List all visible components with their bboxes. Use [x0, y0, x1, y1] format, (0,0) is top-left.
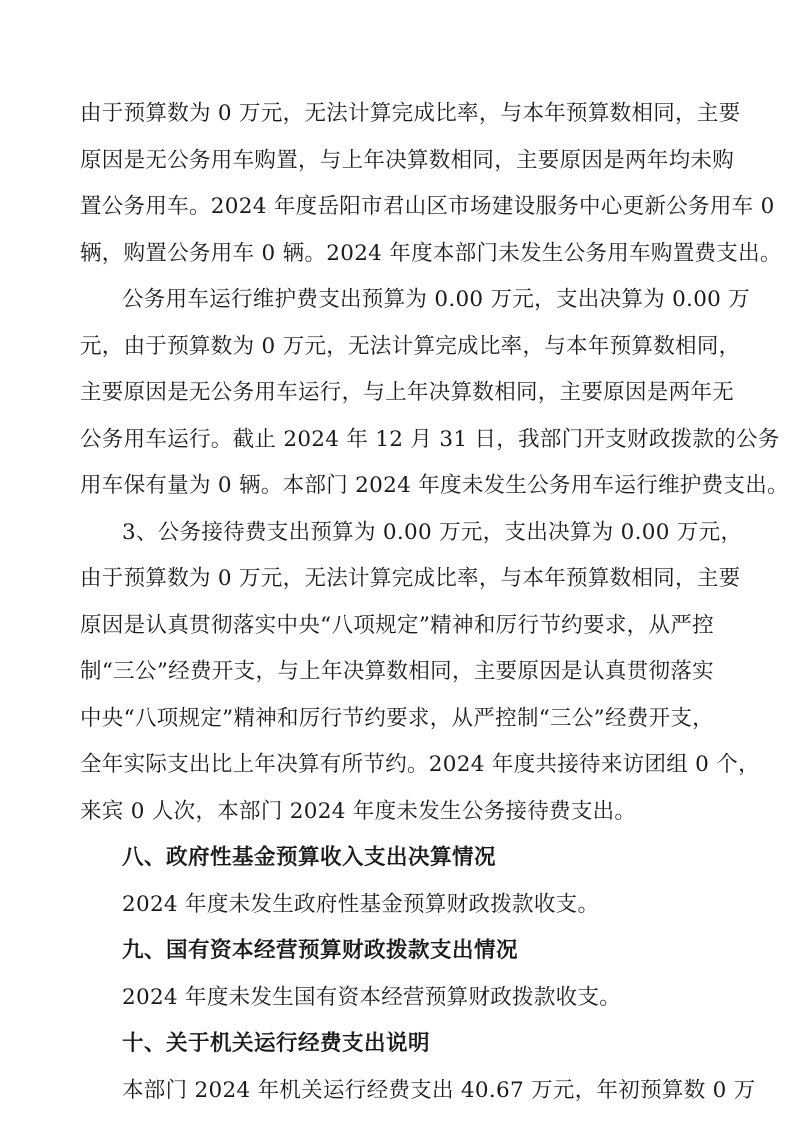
paragraph-line: 置公务用车。2024 年度岳阳市君山区市场建设服务中心更新公务用车 0	[80, 194, 775, 219]
section-heading: 八、政府性基金预算收入支出决算情况	[122, 845, 497, 870]
paragraph-line: 辆，购置公务用车 0 辆。2024 年度本部门未发生公务用车购置费支出。	[80, 241, 782, 266]
paragraph-line: 制“三公”经费开支，与上年决算数相同，主要原因是认真贯彻落实	[80, 659, 714, 684]
paragraph-line: 公务用车运行。截止 2024 年 12 月 31 日，我部门开支财政拨款的公务	[80, 427, 780, 452]
paragraph-line: 由于预算数为 0 万元，无法计算完成比率，与本年预算数相同，主要	[80, 101, 741, 126]
paragraph-line: 公务用车运行维护费支出预算为 0.00 万元，支出决算为 0.00 万	[122, 287, 751, 312]
paragraph-line: 本部门 2024 年机关运行经费支出 40.67 万元，年初预算数 0 万	[122, 1078, 756, 1103]
section-heading: 九、国有资本经营预算财政拨款支出情况	[122, 938, 519, 963]
paragraph-line: 2024 年度未发生国有资本经营预算财政拨款收支。	[122, 985, 622, 1010]
section-heading: 十、关于机关运行经费支出说明	[122, 1031, 431, 1056]
paragraph-line: 原因是无公务用车购置，与上年决算数相同，主要原因是两年均未购	[80, 148, 735, 173]
paragraph-line: 全年实际支出比上年决算有所节约。2024 年度共接待来访团组 0 个，	[80, 752, 760, 777]
paragraph-line: 3、公务接待费支出预算为 0.00 万元，支出决算为 0.00 万元，	[122, 520, 743, 545]
paragraph-line: 主要原因是无公务用车运行，与上年决算数相同，主要原因是两年无	[80, 380, 735, 405]
paragraph-line: 原因是认真贯彻落实中央“八项规定”精神和厉行节约要求，从严控	[80, 613, 714, 638]
paragraph-line: 2024 年度未发生政府性基金预算财政拨款收支。	[122, 892, 600, 917]
paragraph-line: 由于预算数为 0 万元，无法计算完成比率，与本年预算数相同，主要	[80, 566, 741, 591]
paragraph-line: 来宾 0 人次，本部门 2024 年度未发生公务接待费支出。	[80, 799, 637, 824]
paragraph-line: 元，由于预算数为 0 万元，无法计算完成比率，与本年预算数相同，	[80, 334, 741, 359]
paragraph-line: 中央“八项规定”精神和厉行节约要求，从严控制“三公”经费开支，	[80, 706, 714, 731]
paragraph-line: 用车保有量为 0 辆。本部门 2024 年度未发生公务用车运行维护费支出。	[80, 473, 789, 498]
